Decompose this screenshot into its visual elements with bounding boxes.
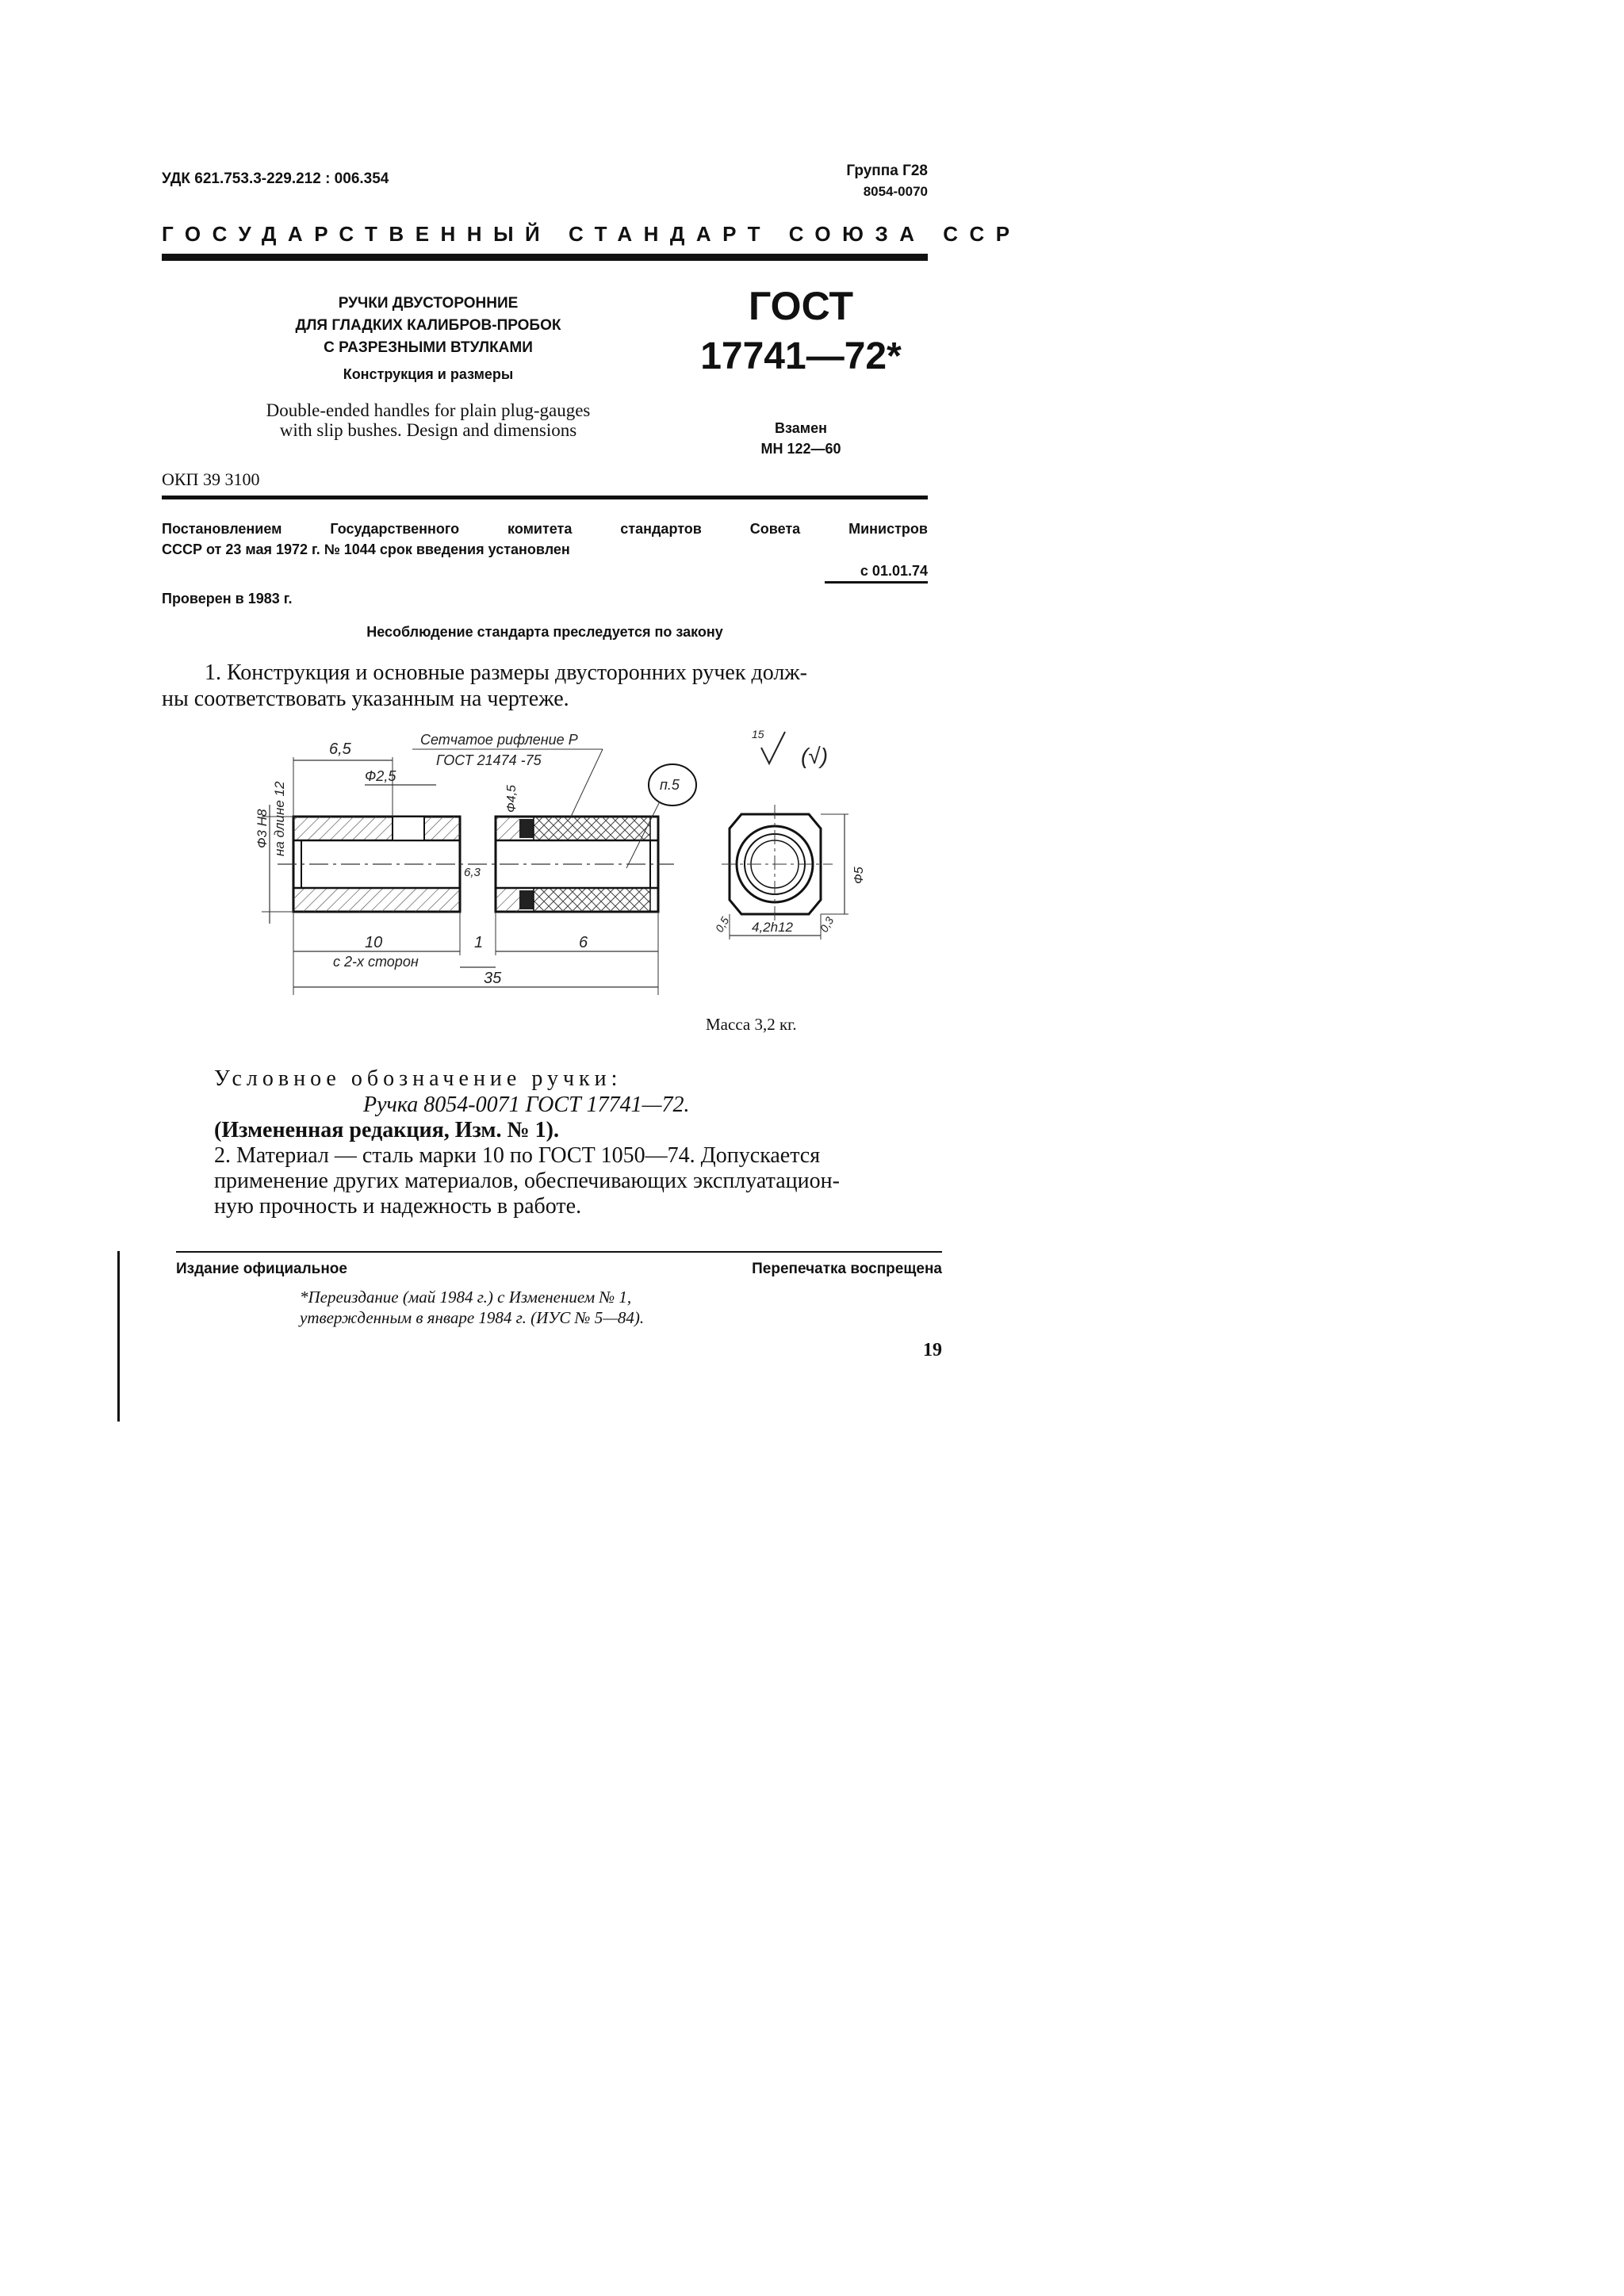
reissue-note-line2: утвержденным в январе 1984 г. (ИУС № 5—84). bbox=[300, 1308, 645, 1327]
official-edition: Издание официальное bbox=[176, 1261, 347, 1277]
dim-1-label: 1 bbox=[474, 934, 484, 951]
clause-5-callout: п.5 bbox=[660, 777, 680, 793]
handle-end-view bbox=[722, 732, 848, 939]
replaces-value: МН 122—60 bbox=[760, 441, 841, 457]
roughness-6-3-label: 6,3 bbox=[464, 866, 481, 879]
dim-35-label: 35 bbox=[484, 970, 502, 987]
dim-10-label: 10 bbox=[365, 934, 383, 951]
roughness-other-symbol: (√) bbox=[801, 744, 829, 768]
checked-year: Проверен в 1983 г. bbox=[162, 591, 293, 607]
gost-label: ГОСТ bbox=[749, 284, 853, 328]
clause2-line3: ную прочность и надежность в работе. bbox=[214, 1194, 582, 1219]
okp-code: ОКП 39 3100 bbox=[162, 469, 260, 489]
decree-line1: Постановлением Государственного комитета стандартов Совета Министров bbox=[162, 521, 928, 537]
group-label: Группа Г28 bbox=[846, 163, 928, 179]
clause1-line2: ны соответствовать указанным на чертеже. bbox=[162, 687, 569, 711]
clause2-line2: применение других материалов, обеспечивающих эксплуатацион- bbox=[214, 1169, 840, 1193]
dim-6-5-label: 6,5 bbox=[329, 740, 351, 758]
title-rule bbox=[162, 496, 928, 499]
chamfer-0-5-label: 0,5 bbox=[712, 914, 732, 935]
knurl-note-line1: Сетчатое рифление Р bbox=[420, 732, 578, 748]
footer-rule bbox=[176, 1251, 942, 1253]
title-ru-line1: РУЧКИ ДВУСТОРОННИЕ bbox=[338, 295, 519, 312]
designation-label: Условное обозначение ручки: bbox=[214, 1066, 622, 1091]
law-warning: Несоблюдение стандарта преследуется по закону bbox=[366, 624, 723, 640]
date-underline bbox=[825, 581, 928, 584]
knurl-note-line2: ГОСТ 21474 -75 bbox=[436, 752, 542, 768]
designation-value: Ручка 8054-0071 ГОСТ 17741—72. bbox=[363, 1093, 690, 1117]
title-ru-line2: ДЛЯ ГЛАДКИХ КАЛИБРОВ-ПРОБОК bbox=[295, 317, 561, 334]
mass-label: Масса 3,2 кг. bbox=[706, 1015, 797, 1034]
roughness-main-value: 15 bbox=[752, 728, 764, 740]
reissue-note-line1: *Переиздание (май 1984 г.) с Изменением № 1, bbox=[300, 1288, 632, 1307]
both-sides-label: с 2-х сторон bbox=[333, 954, 419, 970]
title-en-line2: with slip bushes. Design and dimensions bbox=[279, 420, 577, 440]
group-code: 8054-0070 bbox=[863, 184, 928, 199]
flat-dim-label: 4,2h12 bbox=[752, 920, 793, 935]
clause2-line1: 2. Материал — сталь марки 10 по ГОСТ 1050—74. Допускается bbox=[214, 1143, 821, 1168]
reprint-prohibited: Перепечатка воспрещена bbox=[752, 1261, 942, 1277]
length-note-label: на длине 12 bbox=[272, 781, 287, 856]
title-en-line1: Double-ended handles for plain plug-gauges bbox=[266, 400, 591, 420]
decree-date: с 01.01.74 bbox=[860, 563, 928, 579]
clause1-line1: 1. Конструкция и основные размеры двусторонних ручек долж- bbox=[205, 660, 807, 685]
dim-d3h8-label: Ф3 Н8 bbox=[255, 809, 270, 848]
title-subtitle: Конструкция и размеры bbox=[343, 366, 514, 382]
replaces-label: Взамен bbox=[775, 420, 827, 436]
dim-d4-5-label: Ф4,5 bbox=[505, 785, 519, 813]
handle-drawing bbox=[254, 725, 888, 1003]
page-number: 19 bbox=[923, 1340, 942, 1360]
dim-6-label: 6 bbox=[579, 934, 588, 951]
dim-d5-label: Ф5 bbox=[852, 867, 866, 884]
gost-number: 17741—72* bbox=[700, 335, 902, 377]
banner-rule bbox=[162, 254, 928, 261]
dim-d2-5-label: Ф2,5 bbox=[365, 768, 396, 784]
margin-line bbox=[117, 1251, 120, 1422]
state-standard-banner: ГОСУДАРСТВЕННЫЙ СТАНДАРТ СОЮЗА ССР bbox=[162, 222, 1021, 246]
decree-line2: СССР от 23 мая 1972 г. № 1044 срок введения установлен bbox=[162, 541, 570, 557]
amendment-note: (Измененная редакция, Изм. № 1). bbox=[214, 1118, 559, 1142]
chamfer-0-3-label: 0,3 bbox=[817, 914, 837, 935]
title-ru-line3: С РАЗРЕЗНЫМИ ВТУЛКАМИ bbox=[324, 339, 533, 356]
udk-code: УДК 621.753.3-229.212 : 006.354 bbox=[162, 170, 389, 187]
